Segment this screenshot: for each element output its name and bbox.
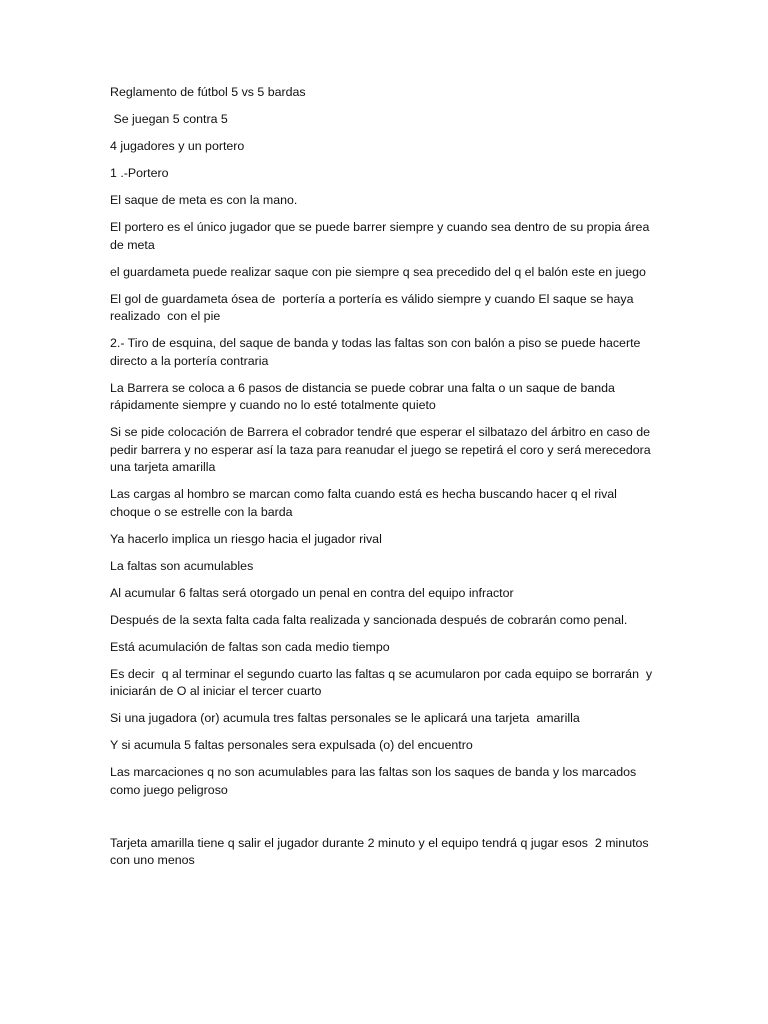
paragraph: Si se pide colocación de Barrera el cobrador tendré que esperar el silbatazo del árbitro en caso de pedir barrera y no esperar así la taza para reanudar el juego se repetirá el coro y será merecedora una tarjeta amarilla xyxy=(110,425,655,474)
paragraph: 4 jugadores y un portero xyxy=(110,139,245,153)
paragraph: Si una jugadora (or) acumula tres faltas personales se le aplicará una tarjeta amarilla xyxy=(110,711,580,725)
section-heading: 1 .-Portero xyxy=(110,166,169,180)
paragraph: Al acumular 6 faltas será otorgado un penal en contra del equipo infractor xyxy=(110,585,514,600)
paragraph: Las marcaciones q no son acumulables para las faltas son los saques de banda y los marcados como juego peligroso xyxy=(110,765,640,797)
paragraph: Es decir q al terminar el segundo cuarto las faltas q se acumularon por cada equipo se borrarán y iniciarán de O al iniciar el tercer cuarto xyxy=(110,666,656,698)
paragraph: Está acumulación de faltas son cada medio tiempo xyxy=(110,639,390,654)
paragraph: El portero es el único jugador que se puede barrer siempre y cuando sea dentro de su propia área de meta xyxy=(110,220,653,252)
final-paragraph: Tarjeta amarilla tiene q salir el jugador durante 2 minuto y el equipo tendrá q jugar esos 2 minutos con uno menos xyxy=(110,835,653,867)
blank-line xyxy=(110,809,660,835)
paragraph: el guardameta puede realizar saque con pie siempre q sea precedido del q el balón este en juego xyxy=(110,264,646,279)
paragraph: 2.- Tiro de esquina, del saque de banda y todas las faltas son con balón a piso se puede hacerte directo a la portería contraria xyxy=(110,336,644,368)
paragraph: El gol de guardameta ósea de portería a portería es válido siempre y cuando El saque se haya realizado con el pie xyxy=(110,291,637,323)
document-body xyxy=(110,84,660,879)
paragraph: La faltas son acumulables xyxy=(110,558,254,573)
document-title: Reglamento de fútbol 5 vs 5 bardas xyxy=(110,85,306,99)
paragraph: Después de la sexta falta cada falta realizada y sancionada después de cobrarán como penal. xyxy=(110,612,628,627)
paragraph: Las cargas al hombro se marcan como falta cuando está es hecha buscando hacer q el rival choque o se estrelle con la barda xyxy=(110,487,621,519)
paragraph: Y si acumula 5 faltas personales sera expulsada (o) del encuentro xyxy=(110,738,473,752)
paragraph: Ya hacerlo implica un riesgo hacia el jugador rival xyxy=(110,531,382,546)
paragraph: La Barrera se coloca a 6 pasos de distancia se puede cobrar una falta o un saque de banda rápidamente siempre y cuando no lo esté totalmente quieto xyxy=(110,380,619,412)
paragraph: El saque de meta es con la mano. xyxy=(110,193,298,207)
paragraph: Se juegan 5 contra 5 xyxy=(110,112,228,126)
